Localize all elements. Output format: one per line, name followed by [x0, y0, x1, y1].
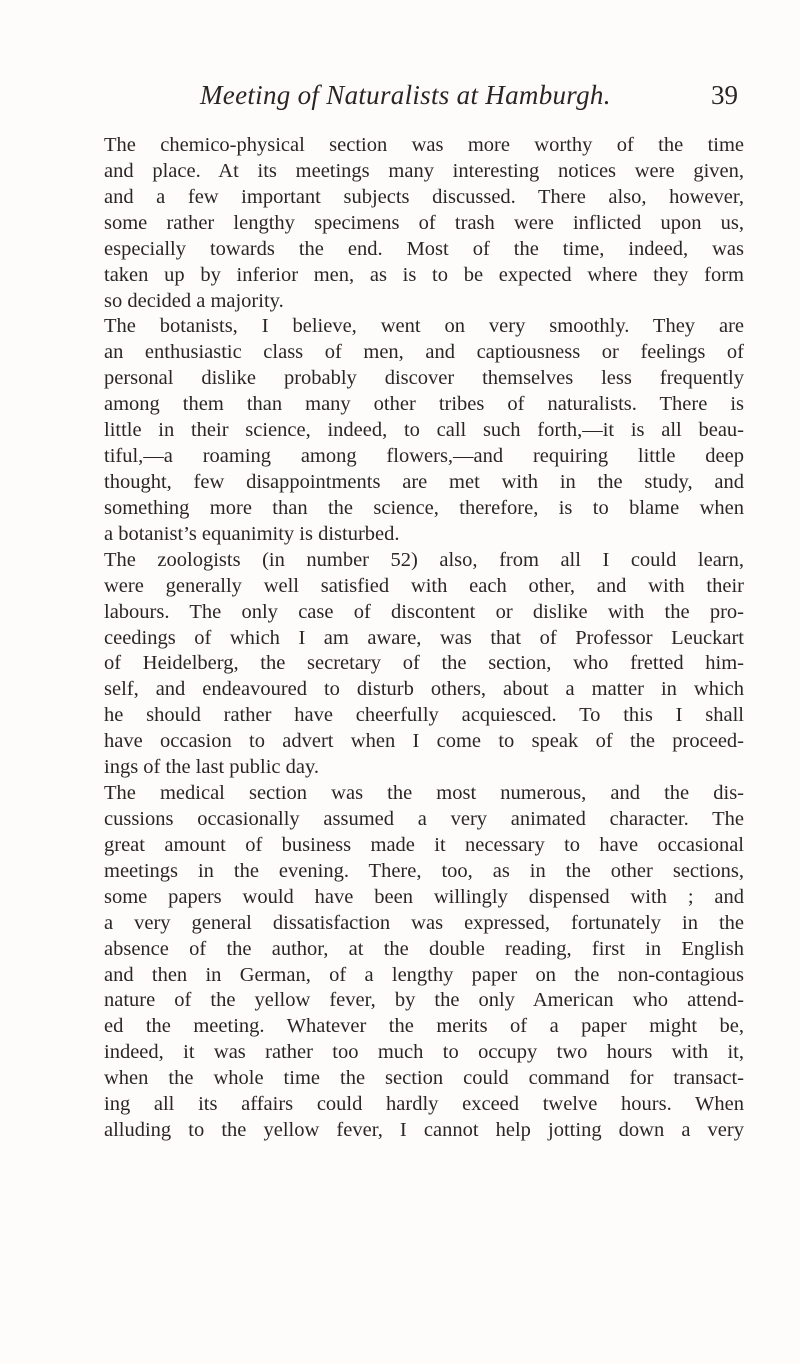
text-line: some rather lengthy specimens of trash were inflicted upon us,	[104, 211, 744, 234]
page-header	[100, 80, 738, 120]
text-line: ing all its affairs could hardly exceed twelve hours. When	[104, 1093, 744, 1116]
text-line: of Heidelberg, the secretary of the section, who fretted him-	[104, 652, 744, 675]
text-line: so decided a majority.	[104, 289, 284, 312]
text-line: little in their science, indeed, to call such forth,—it is all beau-	[104, 419, 744, 442]
text-line: personal dislike probably discover themselves less frequently	[104, 367, 744, 390]
text-line: have occasion to advert when I come to speak of the proceed-	[104, 730, 744, 753]
text-line: something more than the science, therefore, is to blame when	[104, 496, 744, 519]
text-line: alluding to the yellow fever, I cannot help jotting down a very	[104, 1119, 744, 1142]
text-line: a very general dissatisfaction was expressed, fortunately in the	[104, 911, 744, 934]
text-line: self, and endeavoured to disturb others, about a matter in which	[104, 678, 744, 701]
text-line: indeed, it was rather too much to occupy two hours with it,	[104, 1041, 744, 1064]
text-line: tiful,—a roaming among flowers,—and requiring little deep	[104, 445, 744, 468]
text-line: he should rather have cheerfully acquiesced. To this I shall	[104, 704, 744, 727]
text-line: The chemico-physical section was more worthy of the time	[104, 134, 744, 156]
text-line: among them than many other tribes of naturalists. There is	[104, 393, 744, 416]
text-line: and then in German, of a lengthy paper on the non-contagious	[104, 963, 744, 986]
body-text	[104, 133, 744, 1144]
text-line: when the whole time the section could command for transact-	[104, 1067, 744, 1090]
text-line: The medical section was the most numerous, and the dis-	[104, 782, 744, 805]
text-line: The botanists, I believe, went on very smoothly. They are	[104, 315, 744, 338]
page-number: 39	[711, 80, 738, 110]
text-line: an enthusiastic class of men, and captiousness or feelings of	[104, 341, 744, 364]
running-title: Meeting of Naturalists at Hamburgh.	[200, 80, 611, 110]
text-line: some papers would have been willingly dispensed with ; and	[104, 885, 744, 908]
text-line: meetings in the evening. There, too, as in the other sections,	[104, 859, 744, 882]
text-line: were generally well satisfied with each other, and with their	[104, 574, 744, 597]
text-line: taken up by inferior men, as is to be expected where they form	[104, 263, 744, 286]
text-line: absence of the author, at the double reading, first in English	[104, 937, 744, 960]
text-line: a botanist’s equanimity is disturbed.	[104, 522, 400, 545]
text-line: and place. At its meetings many interesting notices were given,	[104, 159, 744, 182]
text-line: labours. The only case of discontent or dislike with the pro-	[104, 600, 744, 623]
text-line: ings of the last public day.	[104, 756, 320, 779]
text-line: especially towards the end. Most of the time, indeed, was	[104, 237, 744, 260]
text-line: great amount of business made it necessary to have occasional	[104, 833, 744, 856]
text-line: The zoologists (in number 52) also, from all I could learn,	[104, 548, 744, 571]
text-line: nature of the yellow fever, by the only American who attend-	[104, 989, 744, 1012]
text-line: ceedings of which I am aware, was that of Professor Leuckart	[104, 626, 744, 649]
text-line: cussions occasionally assumed a very animated character. The	[104, 807, 744, 830]
text-line: ed the meeting. Whatever the merits of a paper might be,	[104, 1015, 744, 1038]
text-line: and a few important subjects discussed. There also, however,	[104, 185, 744, 208]
text-line: thought, few disappointments are met with in the study, and	[104, 470, 744, 493]
